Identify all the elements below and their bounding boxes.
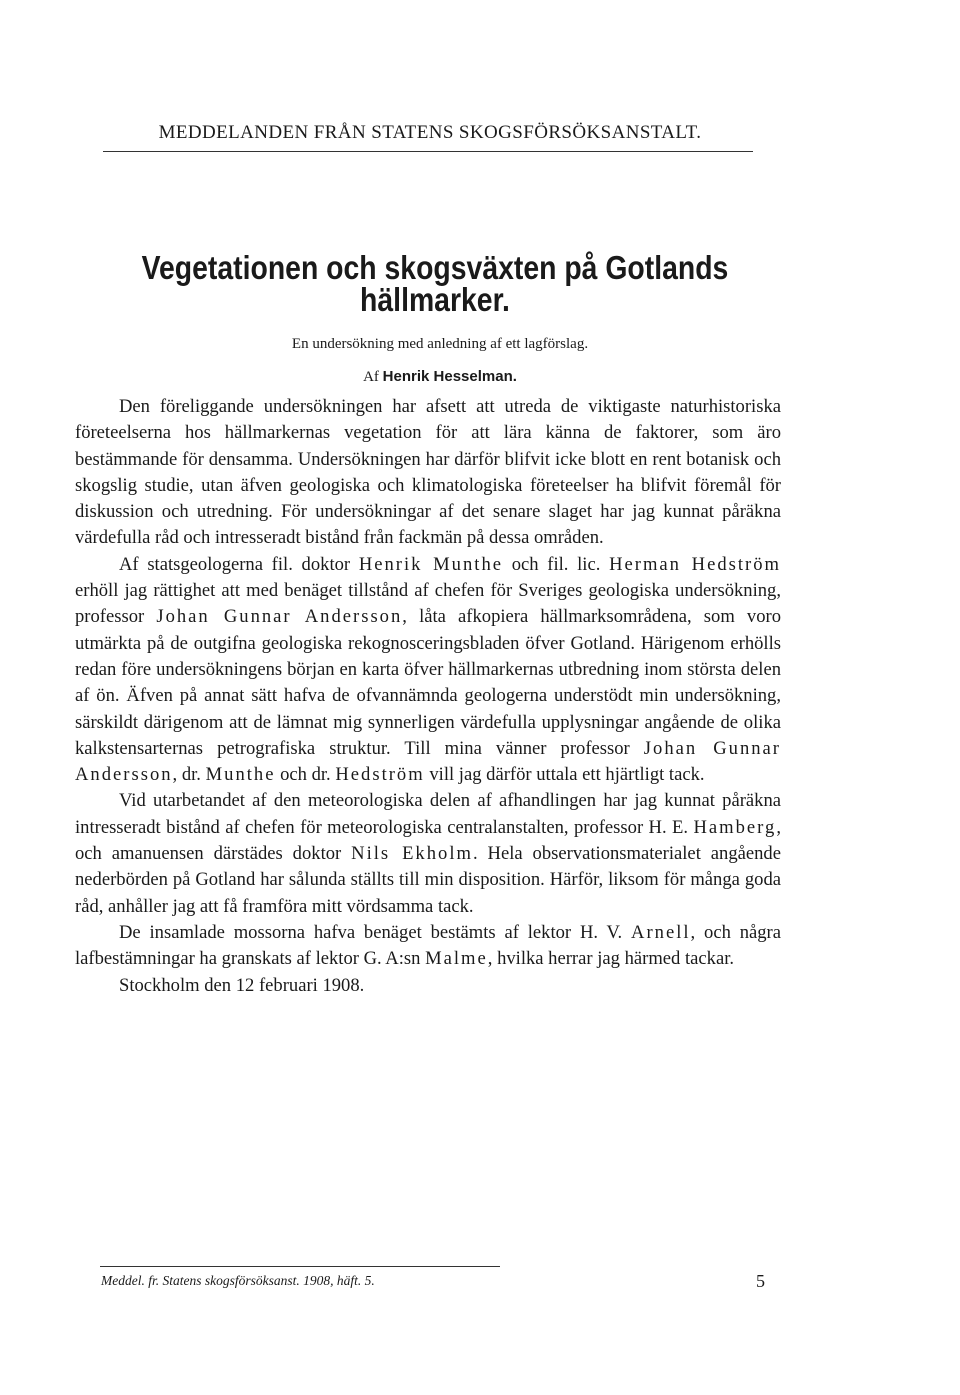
footer-citation: Meddel. fr. Statens skogsförsöksanst. 1908, häft. 5. [101, 1273, 375, 1288]
body-paragraph [75, 920, 781, 973]
spaced-name: Hedström [335, 764, 425, 786]
spaced-name: Hamberg [693, 816, 777, 838]
article-body [75, 394, 781, 999]
body-paragraph [75, 552, 781, 789]
article-title: Vegetationen och skogsväxten på Gotlands hällmarker. [141, 249, 729, 318]
body-paragraph [75, 394, 781, 552]
running-header: MEDDELANDEN FRÅN STATENS SKOGSFÖRSÖKSANSTALT. [158, 122, 702, 143]
spaced-name: Herman Hedström [609, 553, 781, 575]
text-run: . Hela observationsmaterialet angående nederbörden på Gotland har sålunda ställts till min disposition. Härför, liksom för många goda råd, anhåller jag att få framföra mitt vördsamma tack. [75, 843, 781, 917]
spaced-name: Henrik Munthe [358, 553, 503, 575]
text-run: och dr. [275, 764, 336, 786]
text-run: , dr. [172, 764, 206, 786]
spaced-name: Munthe [205, 764, 276, 786]
text-run: erhöll jag rättighet att med benäget tillstånd af chefen för Sveriges geologiska undersökning, professor [75, 580, 781, 628]
footer-rule [100, 1266, 500, 1267]
page-number: 5 [756, 1271, 765, 1291]
text-run: , och några lafbestämningar ha granskats af lektor G. A:sn [75, 921, 781, 970]
text-run: , hvilka herrar jag härmed tackar. [487, 948, 735, 970]
text-run: Vid utarbetandet af den meteorologiska delen af afhandlingen har jag kunnat påräkna intresseradt bistånd af chefen för meteorologiska centralanstalten, professor H. E. [75, 790, 781, 838]
text-run: och fil. lic. [503, 553, 610, 575]
author-name: Henrik Hesselman. [382, 368, 517, 385]
spaced-name: Malme [425, 948, 488, 970]
body-paragraph [75, 973, 781, 999]
spaced-name: Arnell [631, 921, 691, 943]
text-run: vill jag därför uttala ett hjärtligt tack. [424, 764, 705, 786]
text-run: , låta afkopiera hällmarksområdena, som voro utmärkta på de outgifna geologiska rekognosceringsbladen öfver Gotland. Härigenom erhölls redan före undersökningens början en karta öfver hällmarkernas utbredning inom största delen af ön. Äfven på annat sätt hafva de ofvannämnda geologerna understödt min undersökning, särskildt därigenom att de lämnat mig synnerligen värdefulla upplysningar angående de olika kalkstensarternas petrografiska struktur. Till mina vänner professor [75, 606, 782, 759]
text-run: De insamlade mossorna hafva benäget bestämts af lektor H. V. [119, 921, 632, 943]
author-line [150, 368, 730, 386]
text-run: Stockholm den 12 februari 1908. [119, 974, 365, 996]
spaced-name: Johan Gunnar Andersson [75, 737, 781, 786]
article-subtitle: En undersökning med anledning af ett lagförslag. [291, 336, 589, 352]
text-run: Den föreliggande undersökningen har afsett att utreda de viktigaste naturhistoriska företeelserna hos hällmarkernas vegetation för att lära känna de faktorer, som äro bestämmande för densamma. Undersökningen har därför blifvit icke blott en rent botanisk och skogslig studie, utan äfven geologiska och klimatologiska företeelser ha blifvit föremål för diskussion och utredning. För undersökningar af det senare slaget har jag kunnat påräkna värdefulla råd och intresseradt bistånd från fackmän på dessa områden. [75, 396, 781, 549]
spaced-name: Nils Ekholm [351, 843, 473, 865]
header-rule [103, 151, 753, 152]
body-paragraph [75, 788, 781, 919]
spaced-name: Johan Gunnar Andersson [156, 606, 403, 628]
text-run: , och amanuensen därstädes doktor [75, 816, 781, 865]
author-prefix: Af [363, 369, 379, 385]
text-run: Af statsgeologerna fil. doktor [119, 553, 359, 575]
